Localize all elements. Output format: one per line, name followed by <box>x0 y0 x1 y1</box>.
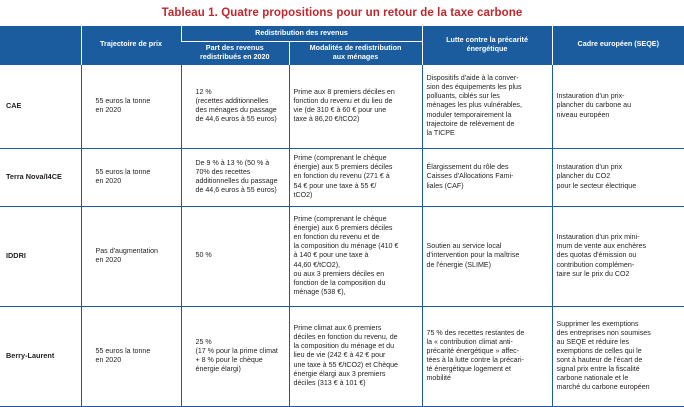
header-cadre: Cadre européen (SEQE) <box>552 26 684 64</box>
cell-lutte: Soutien au service local d'intervention pour la maîtrise de l'énergie (SLIME) <box>422 206 552 306</box>
cell-trajectoire: 55 euros la tonne en 2020 <box>81 148 181 206</box>
cell-cadre: Instauration d'un prix- plancher du carbone au niveau européen <box>552 64 684 148</box>
cell-modalites: Prime aux 8 premiers déciles en fonction du revenu et du lieu de vie (de 310 € à 60 € pour une taxe à 86,20 €/tCO2) <box>289 64 422 148</box>
table-row <box>0 148 684 206</box>
table-row <box>0 64 684 148</box>
cell-part: 25 % (17 % pour la prime climat + 8 % pour le chèque énergie élargi) <box>181 306 289 406</box>
cell-part: 12 % (recettes additionnelles des ménages du passage de 44,6 euros à 55 euros) <box>181 64 289 148</box>
cell-modalites: Prime (comprenant le chèque énergie) aux 6 premiers déciles en fonction du revenu et de la composition du ménage (410 € à 140 € pour une taxe à 44,60 €/tCO2), ou aux 3 premiers déciles en fonction de la composition du ménage (538 €), <box>289 206 422 306</box>
header-modalites: Modalités de redistribution aux ménages <box>289 41 422 64</box>
header-part: Part des revenus redistribués en 2020 <box>181 41 289 64</box>
cell-lutte: Élargissement du rôle des Caisses d'Allocations Fami- liales (CAF) <box>422 148 552 206</box>
row-name: IDDRI <box>0 206 81 306</box>
cell-lutte: 75 % des recettes restantes de la « contribution climat anti- précarité énergétique » affec- tées à la lutte contre la précari- té énergétique logement et mobilité <box>422 306 552 406</box>
cell-modalites: Prime (comprenant le chèque énergie) aux 5 premiers déciles en fonction du revenu (271 € à 54 € pour une taxe à 55 €/ tCO2) <box>289 148 422 206</box>
row-name: Terra Nova/I4CE <box>0 148 81 206</box>
cell-part: De 9 % à 13 % (50 % à 70% des recettes additionnelles du passage de 44,6 euros à 55 euros) <box>181 148 289 206</box>
cell-part: 50 % <box>181 206 289 306</box>
header-empty <box>0 26 81 64</box>
header-redistribution: Redistribution des revenus <box>181 26 422 41</box>
proposals-table <box>0 26 684 407</box>
table-row <box>0 306 684 406</box>
cell-cadre: Instauration d'un prix mini- mum de vente aux enchères des quotas d'émission ou contribution complémen- taire sur le prix du CO2 <box>552 206 684 306</box>
header-trajectoire: Trajectoire de prix <box>81 26 181 64</box>
cell-cadre: Supprimer les exemptions des entreprises non soumises au SEQE et réduire les exemptions de celles qui le sont à hauteur de l'écart de signal prix entre la fiscalité carbone nationale et le marché du carbone européen <box>552 306 684 406</box>
table-title: Tableau 1. Quatre propositions pour un retour de la taxe carbone <box>161 7 523 19</box>
table-row <box>0 206 684 306</box>
row-name: CAE <box>0 64 81 148</box>
row-name: Berry-Laurent <box>0 306 81 406</box>
cell-lutte: Dispositifs d'aide à la conver- sion des équipements les plus polluants, ciblés sur les ménages les plus vulnérables, moduler temporairement la trajectoire de relèvement de la TICPE <box>422 64 552 148</box>
cell-trajectoire: 55 euros la tonne en 2020 <box>81 64 181 148</box>
cell-cadre: Instauration d'un prix plancher du CO2 pour le secteur électrique <box>552 148 684 206</box>
cell-trajectoire: 55 euros la tonne en 2020 <box>81 306 181 406</box>
cell-modalites: Prime climat aux 6 premiers déciles en fonction du revenu, de la composition du ménage et du lieu de vie (242 € à 42 € pour une taxe à 55 €/tCO2) et Chèque énergie élargi aux 3 premiers déciles (313 € à 101 €) <box>289 306 422 406</box>
header-lutte: Lutte contre la précarité énergétique <box>422 26 552 64</box>
cell-trajectoire: Pas d'augmentation en 2020 <box>81 206 181 306</box>
